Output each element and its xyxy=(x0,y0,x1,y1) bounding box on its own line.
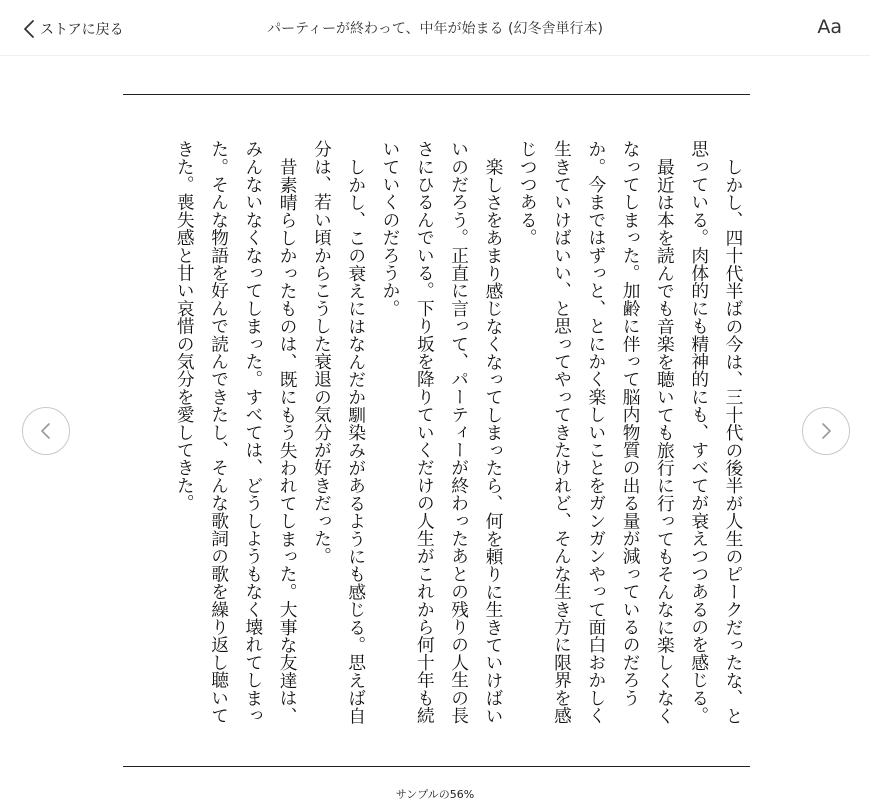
page-bottom-rule xyxy=(123,766,750,767)
vertical-text-body xyxy=(123,140,750,740)
reading-progress-label: サンプルの56% xyxy=(395,788,475,800)
top-bar xyxy=(0,0,870,56)
chevron-left-icon xyxy=(20,18,38,40)
paragraph: 楽しさをあまり感じなくなってしまったら、何を頼りに生きていけばいいのだろう。正直に言って、パーティーが終わったあとの残りの人生の長さにひるんでいる。下り坂を降りていくだけの人生がこれから何十年も続いていくのだろうか。 xyxy=(380,140,503,725)
paragraph: 最近は本を読んでも音楽を聴いても旅行に行ってもそんなに楽しくなくなってしまった。加齢に伴って脳内物質の出る量が減っているのだろうか。今まではずっと、とにかく楽しいことをガンガンやって面白おかしく生きていけばいい、と思ってやってきたけれど、そんな生き方に限界を感じつつある。 xyxy=(517,140,675,725)
paragraph: しかし、四十代半ばの今は、三十代の後半が人生のピークだったな、と思っている。肉体的にも精神的にも、すべてが衰えつつあるのを感じる。 xyxy=(688,140,743,725)
reading-page[interactable] xyxy=(123,140,750,740)
previous-page-button[interactable] xyxy=(22,407,70,455)
back-to-store-button[interactable] xyxy=(20,17,124,41)
back-to-store-label: ストアに戻る xyxy=(40,22,124,38)
paragraph: 昔素晴らしかったものは、既にもう失われてしまった。大事な友達は、みんないなくなってしまった。すべては、どうしようもなく壊れてしまった。そんな物語を好んで読んできたし、そんな歌詞の歌を繰り返し聴いてきた。喪失感と甘い哀惜の気分を愛してきた。 xyxy=(174,140,298,725)
paragraph: しかし、この衰えにはなんだか馴染みがあるようにも感じる。思えば自分は、若い頃からこうした衰退の気分が好きだった。 xyxy=(311,140,366,725)
book-title: パーティーが終わって、中年が始まる (幻冬舎単行本) xyxy=(267,21,603,37)
page-top-rule xyxy=(123,94,750,95)
next-page-button[interactable] xyxy=(802,407,850,455)
chevron-left-icon xyxy=(38,421,54,441)
chevron-right-icon xyxy=(818,421,834,441)
font-settings-button[interactable]: Aa xyxy=(817,16,842,38)
